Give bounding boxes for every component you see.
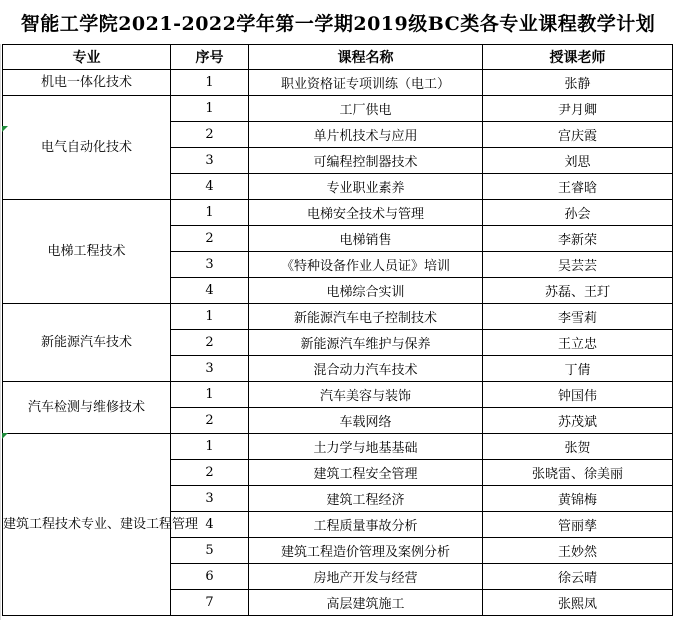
table-row	[3, 434, 673, 460]
teacher-cell[interactable]: 黄锦梅	[483, 486, 673, 512]
header-row	[3, 45, 673, 70]
teacher-cell[interactable]: 苏茂斌	[483, 408, 673, 434]
index-cell[interactable]: 3	[171, 356, 249, 382]
index-cell[interactable]: 3	[171, 148, 249, 174]
index-cell[interactable]: 3	[171, 252, 249, 278]
course-cell[interactable]: 工程质量事故分析	[249, 512, 483, 538]
index-cell[interactable]: 4	[171, 278, 249, 304]
course-cell[interactable]: 新能源汽车电子控制技术	[249, 304, 483, 330]
course-cell[interactable]: 《特种设备作业人员证》培训	[249, 252, 483, 278]
index-cell[interactable]: 2	[171, 460, 249, 486]
teacher-cell[interactable]: 宫庆霞	[483, 122, 673, 148]
cell-comment-mark	[2, 433, 8, 439]
teacher-cell[interactable]: 刘思	[483, 148, 673, 174]
index-cell[interactable]: 1	[171, 70, 249, 96]
major-cell[interactable]: 新能源汽车技术	[3, 304, 171, 382]
teacher-cell[interactable]: 钟国伟	[483, 382, 673, 408]
index-cell[interactable]: 1	[171, 304, 249, 330]
teacher-cell[interactable]: 李新荣	[483, 226, 673, 252]
index-cell[interactable]: 1	[171, 382, 249, 408]
teacher-cell[interactable]: 徐云晴	[483, 564, 673, 590]
teacher-cell[interactable]: 丁倩	[483, 356, 673, 382]
page-title: 智能工学院2021-2022学年第一学期2019级BC类各专业课程教学计划	[20, 12, 656, 35]
table-row	[3, 304, 673, 330]
table-body	[3, 70, 673, 616]
index-cell[interactable]: 7	[171, 590, 249, 616]
course-cell[interactable]: 单片机技术与应用	[249, 122, 483, 148]
index-cell[interactable]: 4	[171, 174, 249, 200]
course-cell[interactable]: 建筑工程造价管理及案例分析	[249, 538, 483, 564]
table-row	[3, 96, 673, 122]
teacher-cell[interactable]: 张静	[483, 70, 673, 96]
table-row	[3, 382, 673, 408]
major-cell[interactable]: 机电一体化技术	[3, 70, 171, 96]
index-cell[interactable]: 2	[171, 122, 249, 148]
teacher-cell[interactable]: 王睿晗	[483, 174, 673, 200]
header-teacher[interactable]: 授课老师	[483, 45, 673, 70]
course-cell[interactable]: 建筑工程经济	[249, 486, 483, 512]
course-plan-table	[2, 44, 673, 616]
major-cell[interactable]: 电梯工程技术	[3, 200, 171, 304]
index-cell[interactable]: 4	[171, 512, 249, 538]
index-cell[interactable]: 2	[171, 408, 249, 434]
header-course[interactable]: 课程名称	[249, 45, 483, 70]
index-cell[interactable]: 1	[171, 434, 249, 460]
major-cell[interactable]: 建筑工程技术专业、建设工程管理	[3, 434, 171, 616]
index-cell[interactable]: 6	[171, 564, 249, 590]
course-cell[interactable]: 专业职业素养	[249, 174, 483, 200]
index-cell[interactable]: 1	[171, 96, 249, 122]
index-cell[interactable]: 2	[171, 330, 249, 356]
table-row	[3, 70, 673, 96]
teacher-cell[interactable]: 张熙凤	[483, 590, 673, 616]
course-cell[interactable]: 工厂供电	[249, 96, 483, 122]
table-row	[3, 200, 673, 226]
index-cell[interactable]: 3	[171, 486, 249, 512]
teacher-cell[interactable]: 张晓雷、徐美丽	[483, 460, 673, 486]
teacher-cell[interactable]: 孙会	[483, 200, 673, 226]
teacher-cell[interactable]: 尹月卿	[483, 96, 673, 122]
course-cell[interactable]: 电梯销售	[249, 226, 483, 252]
course-cell[interactable]: 新能源汽车维护与保养	[249, 330, 483, 356]
index-cell[interactable]: 5	[171, 538, 249, 564]
course-cell[interactable]: 混合动力汽车技术	[249, 356, 483, 382]
index-cell[interactable]: 2	[171, 226, 249, 252]
course-cell[interactable]: 高层建筑施工	[249, 590, 483, 616]
course-cell[interactable]: 建筑工程安全管理	[249, 460, 483, 486]
teacher-cell[interactable]: 李雪莉	[483, 304, 673, 330]
course-cell[interactable]: 土力学与地基基础	[249, 434, 483, 460]
course-cell[interactable]: 电梯安全技术与管理	[249, 200, 483, 226]
sheet-gridline	[0, 44, 1, 620]
teacher-cell[interactable]: 管丽孳	[483, 512, 673, 538]
header-major[interactable]: 专业	[3, 45, 171, 70]
course-cell[interactable]: 可编程控制器技术	[249, 148, 483, 174]
major-cell[interactable]: 汽车检测与维修技术	[3, 382, 171, 434]
course-cell[interactable]: 电梯综合实训	[249, 278, 483, 304]
course-cell[interactable]: 汽车美容与装饰	[249, 382, 483, 408]
major-cell[interactable]: 电气自动化技术	[3, 96, 171, 200]
teacher-cell[interactable]: 吴芸芸	[483, 252, 673, 278]
teacher-cell[interactable]: 王妙然	[483, 538, 673, 564]
teacher-cell[interactable]: 张贺	[483, 434, 673, 460]
teacher-cell[interactable]: 苏磊、王玎	[483, 278, 673, 304]
header-index[interactable]: 序号	[171, 45, 249, 70]
cell-comment-mark	[2, 126, 8, 132]
course-cell[interactable]: 职业资格证专项训练（电工）	[249, 70, 483, 96]
index-cell[interactable]: 1	[171, 200, 249, 226]
teacher-cell[interactable]: 王立忠	[483, 330, 673, 356]
course-cell[interactable]: 房地产开发与经营	[249, 564, 483, 590]
course-cell[interactable]: 车载网络	[249, 408, 483, 434]
